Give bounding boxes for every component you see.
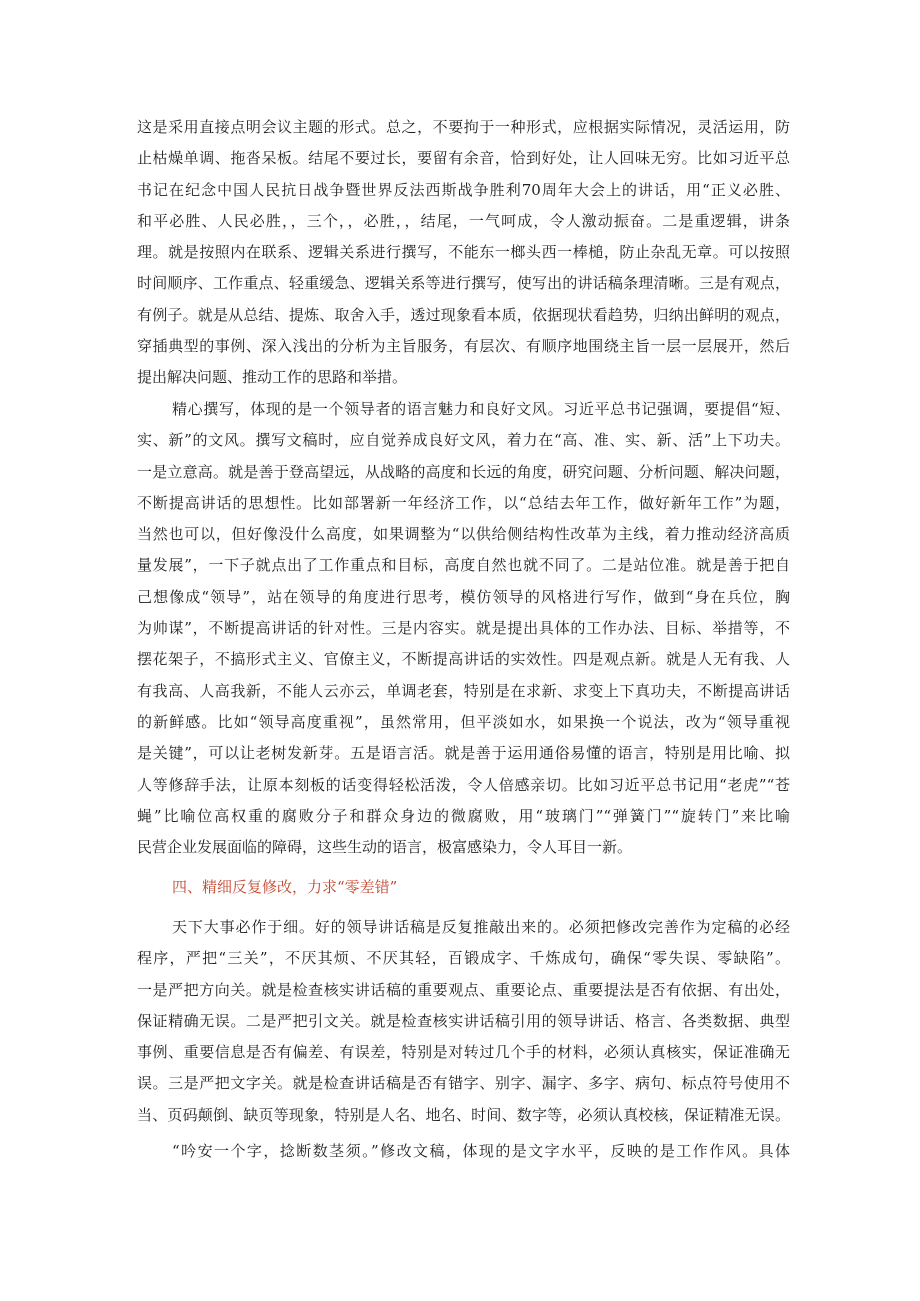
text-line: 理。就是按照内在联系、逻辑关系进行撰写，不能东一榔头西一棒槌，防止杂乱无章。可以按照	[137, 243, 790, 262]
text-line: 程序，严把“三关”，不厌其烦、不厌其轻，百锻成字、千炼成句，确保“零失误、零缺陷”。	[137, 949, 790, 968]
text-line: 当、页码颠倒、缺页等现象，特别是人名、地名、时间、数字等，必须认真校核，保证精准无误。	[137, 1105, 790, 1124]
text-line: 人等修辞手法，让原本刻板的话变得轻松活泼，令人倍感亲切。比如习近平总书记用“老虎”“苍	[137, 775, 790, 794]
paragraph-ending-section-three	[137, 112, 790, 394]
text-line: 精心撰写，体现的是一个领导者的语言魅力和良好文风。习近平总书记强调，要提倡“短、	[172, 400, 790, 418]
text-line: 当然也可以，但好像没什么高度，如果调整为“以供给侧结构性改革为主线，着力推动经济高质	[137, 525, 790, 544]
text-line: 有例子。就是从总结、提炼、取舍入手，透过现象看本质，依据现状看趋势，归纳出鲜明的观点，	[137, 305, 790, 324]
text-line: 摆花架子，不搞形式主义、官僚主义，不断提高讲话的实效性。四是观点新。就是人无有我、人	[137, 650, 790, 669]
text-line: 和平必胜、人民必胜，，三个，，必胜，，结尾，一气呵成，令人激动振奋。二是重逻辑，讲条	[137, 211, 790, 230]
text-line: 民营企业发展面临的障碍，这些生动的语言，极富感染力，令人耳目一新。	[137, 838, 633, 857]
text-line: 蝇”比喻位高权重的腐败分子和群众身边的微腐败，用“玻璃门”“弹簧门”“旋转门”来比喻	[137, 806, 790, 825]
text-line: 一是严把方向关。就是检查核实讲话稿的重要观点、重要论点、重要提法是否有依据、有出处，	[137, 980, 790, 999]
text-line: 的新鲜感。比如“领导高度重视”，虽然常用，但平淡如水，如果换一个说法，改为“领导重视	[137, 712, 790, 731]
text-line: 这是采用直接点明会议主题的形式。总之，不要拘于一种形式，应根据实际情况，灵活运用，防	[137, 118, 790, 136]
text-line: 量发展”，一下子就点出了工作重点和目标，高度自然也就不同了。二是站位准。就是善于把自	[137, 556, 790, 575]
text-line: 天下大事必作于细。好的领导讲话稿是反复推敲出来的。必须把修改完善作为定稿的必经	[172, 918, 790, 936]
text-line: 不断提高讲话的思想性。比如部署新一年经济工作，以“总结去年工作，做好新年工作”为题，	[137, 493, 790, 512]
text-line: 书记在纪念中国人民抗日战争暨世界反法西斯战争胜利70周年大会上的讲话，用“正义必胜、	[137, 180, 790, 199]
text-line: 提出解决问题、推动工作的思路和举措。	[137, 368, 408, 387]
text-line: 误。三是严把文字关。就是检查讲话稿是否有错字、别字、漏字、多字、病句、标点符号使用不	[137, 1074, 790, 1093]
section-heading: 四、精细反复修改，力求“零差错”	[172, 878, 398, 896]
text-line: 保证精确无误。二是严把引文关。就是检查核实讲话稿引用的领导讲话、格言、各类数据、典型	[137, 1011, 790, 1030]
text-line: 时间顺序、工作重点、轻重缓急、逻辑关系等进行撰写，使写出的讲话稿条理清晰。三是有观点，	[137, 274, 790, 293]
text-line: “吟安一个字，捻断数茎须。”修改文稿，体现的是文字水平，反映的是工作作风。具体	[172, 1142, 790, 1160]
text-line: 是关键”，可以让老树发新芽。五是语言活。就是善于运用通俗易懂的语言，特别是用比喻、拟	[137, 744, 790, 763]
paragraph-quote-revision	[137, 1136, 790, 1167]
text-line: 有我高、人高我新，不能人云亦云，单调老套，特别是在求新、求变上下真功夫，不断提高讲话	[137, 681, 790, 700]
text-line: 止枯燥单调、拖沓呆板。结尾不要过长，要留有余音，恰到好处，让人回味无穷。比如习近平总	[137, 149, 790, 168]
text-line: 一是立意高。就是善于登高望远，从战略的高度和长远的角度，研究问题、分析问题、解决问题，	[137, 462, 790, 481]
section-heading-four	[137, 872, 790, 903]
text-line: 实、新”的文风。撰写文稿时，应自觉养成良好文风，着力在“高、准、实、新、活”上下功夫。	[137, 431, 790, 450]
paragraph-revision-checks	[137, 912, 790, 1131]
text-line: 事例、重要信息是否有偏差、有误差，特别是对转过几个手的材料，必须认真核实，保证准确无	[137, 1043, 790, 1062]
text-line: 己想像成“领导”，站在领导的角度进行思考，模仿领导的风格进行写作，做到“身在兵位，胸	[137, 587, 790, 606]
paragraph-careful-writing	[137, 394, 790, 863]
text-line: 穿插典型的事例、深入浅出的分析为主旨服务，有层次、有顺序地围绕主旨一层一层展开，然后	[137, 337, 790, 356]
text-line: 为帅谋”，不断提高讲话的针对性。三是内容实。就是提出具体的工作办法、目标、举措等，不	[137, 619, 790, 638]
